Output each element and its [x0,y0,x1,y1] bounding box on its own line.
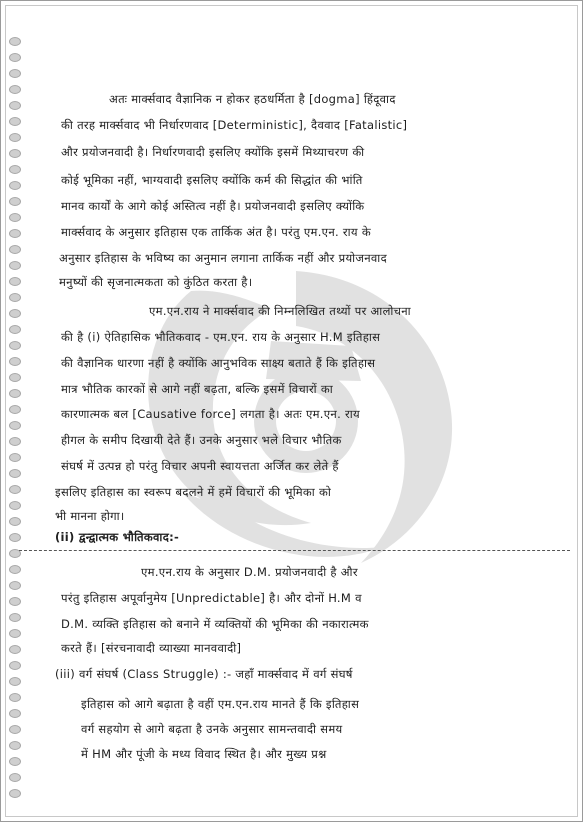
section-heading-dialectical-materialism: (ii) द्वन्द्वात्मक भौतिकवाद:- [55,530,180,544]
binding-hole [9,341,21,350]
binding-hole [9,757,21,766]
section-divider [19,550,570,551]
binding-hole [9,165,21,174]
text-line-22: करते हैं। [संरचनावादी व्याख्या मानववादी] [61,641,242,655]
text-line-26: में HM और पूंजी के मध्य विवाद स्थित है। और मुख्य प्रश्न [81,747,327,761]
binding-hole [9,677,21,686]
text-line-15: संघर्ष में उत्पन्न हो परंतु विचार अपनी स्वायत्तता अर्जित कर लेते हैं [61,459,339,473]
binding-hole [9,149,21,158]
spiral-binding [9,37,23,807]
binding-hole [9,581,21,590]
binding-hole [9,309,21,318]
binding-hole [9,501,21,510]
binding-hole [9,517,21,526]
text-line-9: एम.एन.राय ने मार्क्सवाद की निम्नलिखित तथ्यों पर आलोचना [149,304,411,318]
binding-hole [9,725,21,734]
binding-hole [9,277,21,286]
binding-hole [9,485,21,494]
text-line-8: मनुष्यों की सृजनात्मकता को कुंठित करता है। [59,275,253,289]
text-line-4: कोई भूमिका नहीं, भाग्यवादी इसलिए क्योंकि कर्म की सिद्धांत की भांति [61,173,363,187]
text-line-11: की वैज्ञानिक धारणा नहीं है क्योंकि आनुभविक साक्ष्य बताते हैं कि इतिहास [61,356,376,370]
text-line-12: मात्र भौतिक कारकों से आगे नहीं बढ़ता, बल्कि इसमें विचारों का [61,382,334,396]
binding-hole [9,661,21,670]
binding-hole [9,325,21,334]
binding-hole [9,37,21,46]
text-line-24: इतिहास को आगे बढ़ाता है वहीं एम.एन.राय मानते हैं कि इतिहास [81,697,360,711]
text-line-3: और प्रयोजनवादी है। निर्धारणवादी इसलिए क्योंकि इसमें मिथ्याचरण की [61,145,365,159]
binding-hole [9,405,21,414]
binding-hole [9,69,21,78]
binding-hole [9,469,21,478]
text-line-19: एम.एन.राय के अनुसार D.M. प्रयोजनवादी है और [141,565,358,579]
binding-hole [9,421,21,430]
binding-hole [9,565,21,574]
binding-hole [9,197,21,206]
binding-hole [9,613,21,622]
text-line-14: हीगल के समीप दिखायी देते हैं। उनके अनुसार भले विचार भौतिक [61,433,342,447]
binding-hole [9,181,21,190]
binding-hole [9,437,21,446]
section-heading-class-struggle: (iii) वर्ग संघर्ष (Class Struggle) :- जहाँ मार्क्सवाद में वर्ग संघर्ष [55,667,353,681]
binding-hole [9,629,21,638]
text-line-10: की है (i) ऐतिहासिक भौतिकवाद - एम.एन. राय के अनुसार H.M इतिहास [61,330,381,344]
text-line-13: कारणात्मक बल [Causative force] लगता है। अतः एम.एन. राय [61,407,360,421]
text-line-25: वर्ग सहयोग से आगे बढ़ता है उनके अनुसार सामन्तवादी समय [81,722,343,736]
binding-hole [9,693,21,702]
text-line-1: अतः मार्क्सवाद वैज्ञानिक न होकर हठधर्मिता है [dogma] हिंदूवाद [109,92,396,106]
binding-hole [9,741,21,750]
binding-hole [9,293,21,302]
binding-hole [9,261,21,270]
binding-hole [9,53,21,62]
binding-hole [9,597,21,606]
text-line-6: मार्क्सवाद के अनुसार इतिहास एक तार्किक अंत है। परंतु एम.एन. राय के [61,225,371,239]
text-line-7: अनुसार इतिहास के भविष्य का अनुमान लगाना तार्किक नहीं और प्रयोजनवाद [59,251,387,265]
binding-hole [9,773,21,782]
binding-hole [9,389,21,398]
binding-hole [9,133,21,142]
binding-hole [9,85,21,94]
text-line-17: भी मानना होगा। [55,509,125,523]
binding-hole [9,101,21,110]
binding-hole [9,373,21,382]
binding-hole [9,245,21,254]
binding-hole [9,789,21,798]
text-line-5: मानव कार्यों के आगे कोई अस्तित्व नहीं है। प्रयोजनवादी इसलिए क्योंकि [61,199,365,213]
binding-hole [9,117,21,126]
binding-hole [9,357,21,366]
text-line-16: इसलिए इतिहास का स्वरूप बदलने में हमें विचारों की भूमिका को [55,485,332,499]
binding-hole [9,453,21,462]
text-line-21: D.M. व्यक्ति इतिहास को बनाने में व्यक्तियों की भूमिका की नकारात्मक [61,617,369,631]
text-line-2: की तरह मार्क्सवाद भी निर्धारणवाद [Deterministic], दैववाद [Fatalistic] [61,118,408,132]
binding-hole [9,229,21,238]
text-line-20: परंतु इतिहास अपूर्वानुमेय [Unpredictable] है। और दोनों H.M व [61,591,362,605]
binding-hole [9,709,21,718]
binding-hole [9,645,21,654]
binding-hole [9,533,21,542]
binding-hole [9,213,21,222]
